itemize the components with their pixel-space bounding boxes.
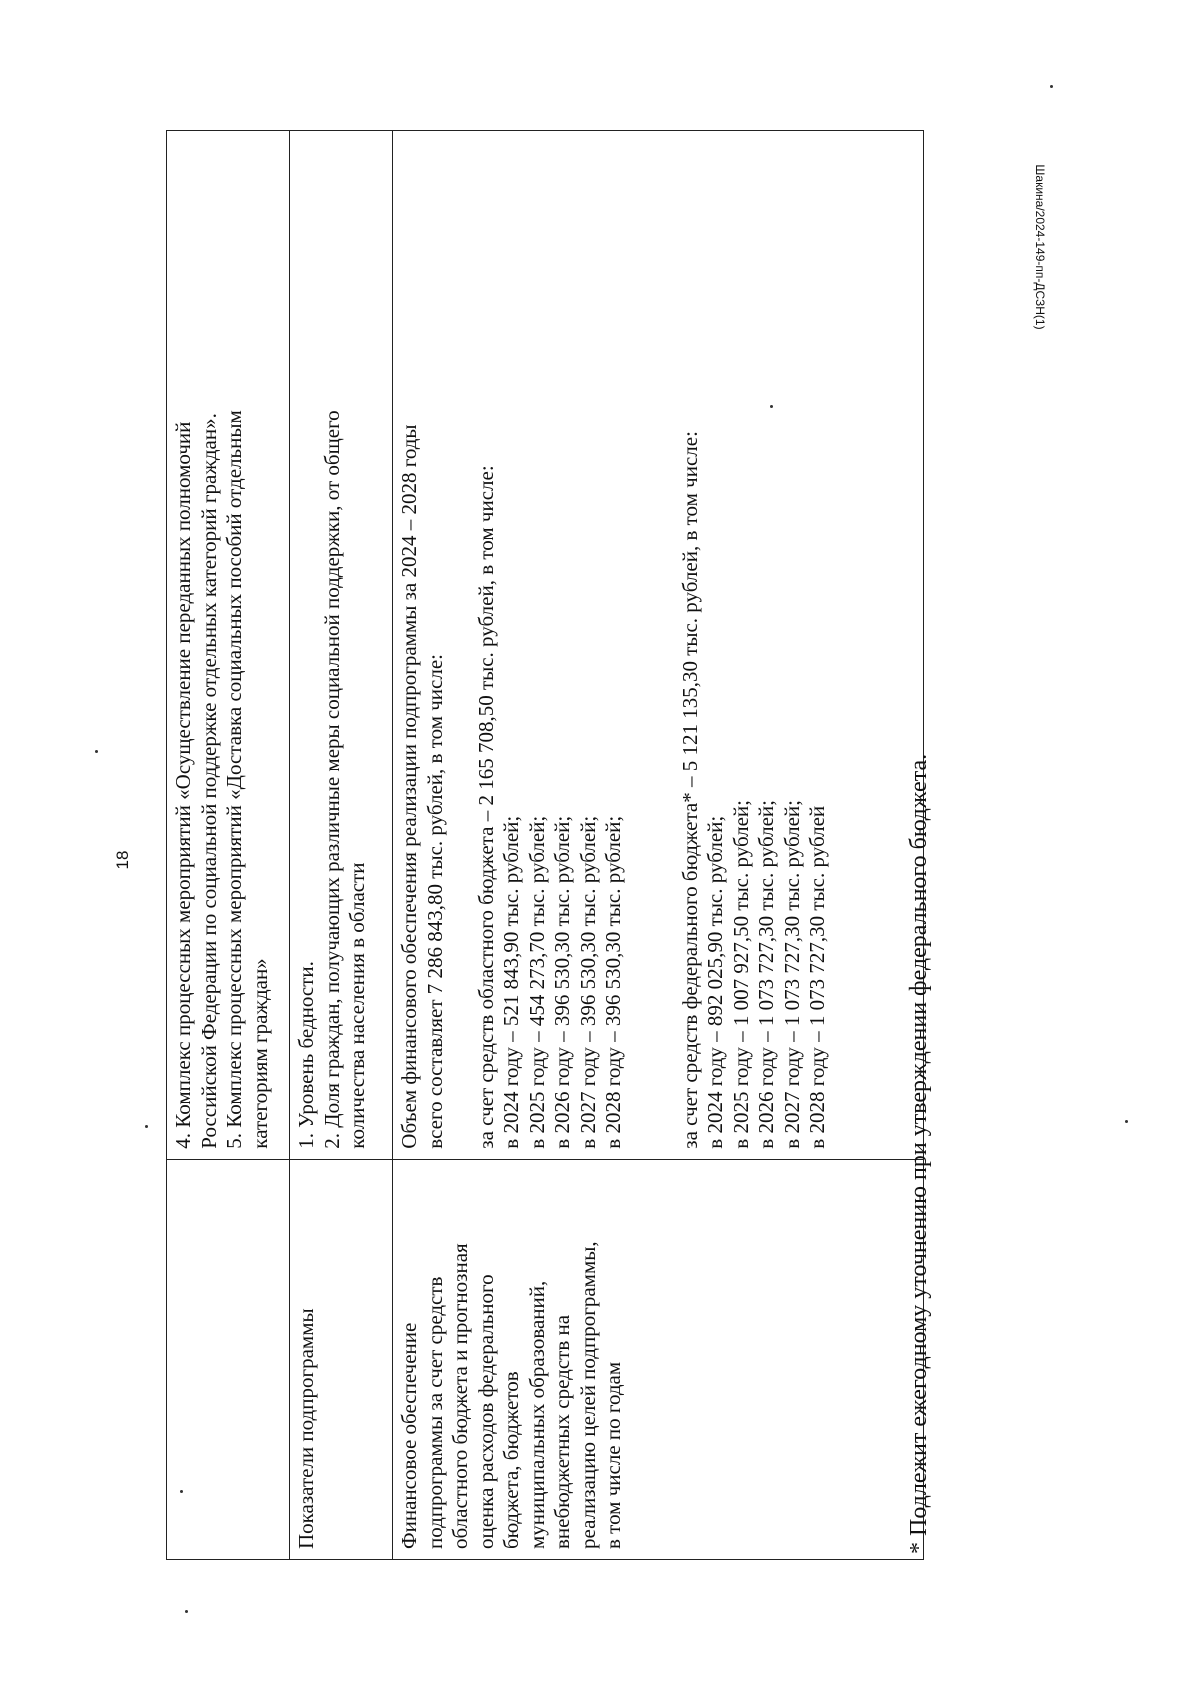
regional-year-line: в 2024 году – 521 843,90 тыс. рублей; xyxy=(499,815,523,1149)
federal-year-line: в 2026 году – 1 073 727,30 тыс. рублей; xyxy=(754,800,778,1149)
scan-speck xyxy=(95,750,98,753)
footnote: * Подлежит ежегодному уточнению при утверждении федерального бюджета. xyxy=(906,753,932,1554)
spacer xyxy=(627,141,653,1149)
scan-speck xyxy=(180,1490,183,1493)
tasks-value-cell xyxy=(167,131,290,1160)
finance-value-cell xyxy=(393,131,924,1160)
federal-year-line: в 2028 году – 1 073 727,30 тыс. рублей xyxy=(805,805,829,1149)
table-row-tasks-continued xyxy=(167,131,290,1560)
regional-year-line: в 2028 году – 396 530,30 тыс. рублей; xyxy=(601,815,625,1149)
finance-intro-line: Объем финансового обеспечения реализации подпрограммы за 2024 – 2028 годы xyxy=(397,424,421,1149)
table-row-indicators xyxy=(290,131,393,1560)
table-row-finance xyxy=(393,131,924,1560)
federal-year-line: в 2027 году – 1 073 727,30 тыс. рублей; xyxy=(779,800,804,1149)
indicator-line: количества населения в области xyxy=(345,862,369,1149)
task-line: Российской Федерации по социальной поддержке отдельных категорий граждан». xyxy=(196,413,221,1149)
federal-year-line: в 2024 году – 892 025,90 тыс. рублей; xyxy=(703,815,727,1149)
document-id: Шакина/2024-149-пп-ДСЗН(1) xyxy=(1033,164,1047,330)
indicator-line: 2. Доля граждан, получающих различные меры социальной поддержки, от общего xyxy=(319,410,344,1149)
regional-year-line: в 2026 году – 396 530,30 тыс. рублей; xyxy=(550,815,574,1149)
indicators-label: Показатели подпрограммы xyxy=(290,1159,393,1559)
scan-speck xyxy=(770,405,773,408)
spacer xyxy=(652,141,678,1149)
finance-intro-line: всего составляет 7 286 843,80 тыс. рублей, в том числе: xyxy=(422,653,447,1149)
federal-budget-header: за счет средств федерального бюджета* – 5 121 135,30 тыс. рублей, в том числе: xyxy=(677,431,702,1149)
scan-speck xyxy=(1125,1120,1128,1123)
finance-label-line: подпрограммы за счет средств xyxy=(422,1276,447,1549)
finance-label-line: внебюджетных средств на xyxy=(550,1314,574,1549)
scan-speck xyxy=(185,1610,188,1613)
subprogram-passport-table xyxy=(166,130,924,1560)
finance-label-line: в том числе по годам xyxy=(601,1361,625,1549)
rotated-sheet xyxy=(166,130,946,1560)
scan-speck xyxy=(1050,85,1053,88)
tasks-label-cell xyxy=(167,1159,290,1559)
federal-year-line: в 2025 году – 1 007 927,50 тыс. рублей; xyxy=(728,800,753,1149)
finance-label-line: бюджета, бюджетов xyxy=(499,1371,523,1549)
finance-label-cell xyxy=(393,1159,924,1559)
finance-label-line: реализацию целей подпрограммы, xyxy=(575,1241,600,1549)
page-number: 18 xyxy=(113,850,132,870)
finance-label-line: оценка расходов федерального xyxy=(473,1274,498,1549)
scan-speck xyxy=(145,1125,148,1128)
indicator-line: 1. Уровень бедности. xyxy=(294,961,318,1149)
task-line: 4. Комплекс процессных мероприятий «Осуществление переданных полномочий xyxy=(171,421,195,1149)
task-line: категориям граждан» xyxy=(247,958,272,1149)
regional-year-line: в 2027 году – 396 530,30 тыс. рублей; xyxy=(575,815,600,1149)
task-line: 5. Комплекс процессных мероприятий «Доставка социальных пособий отдельным xyxy=(222,410,246,1149)
indicators-value-cell xyxy=(290,131,393,1160)
finance-label-line: областного бюджета и прогнозная xyxy=(448,1243,472,1549)
finance-label-line: муниципальных образований, xyxy=(524,1280,549,1549)
regional-budget-header: за счет средств областного бюджета – 2 165 708,50 тыс. рублей, в том числе: xyxy=(473,465,498,1149)
regional-year-line: в 2025 году – 454 273,70 тыс. рублей; xyxy=(524,815,549,1149)
finance-label-line: Финансовое обеспечение xyxy=(397,1322,421,1549)
spacer xyxy=(448,141,474,1149)
